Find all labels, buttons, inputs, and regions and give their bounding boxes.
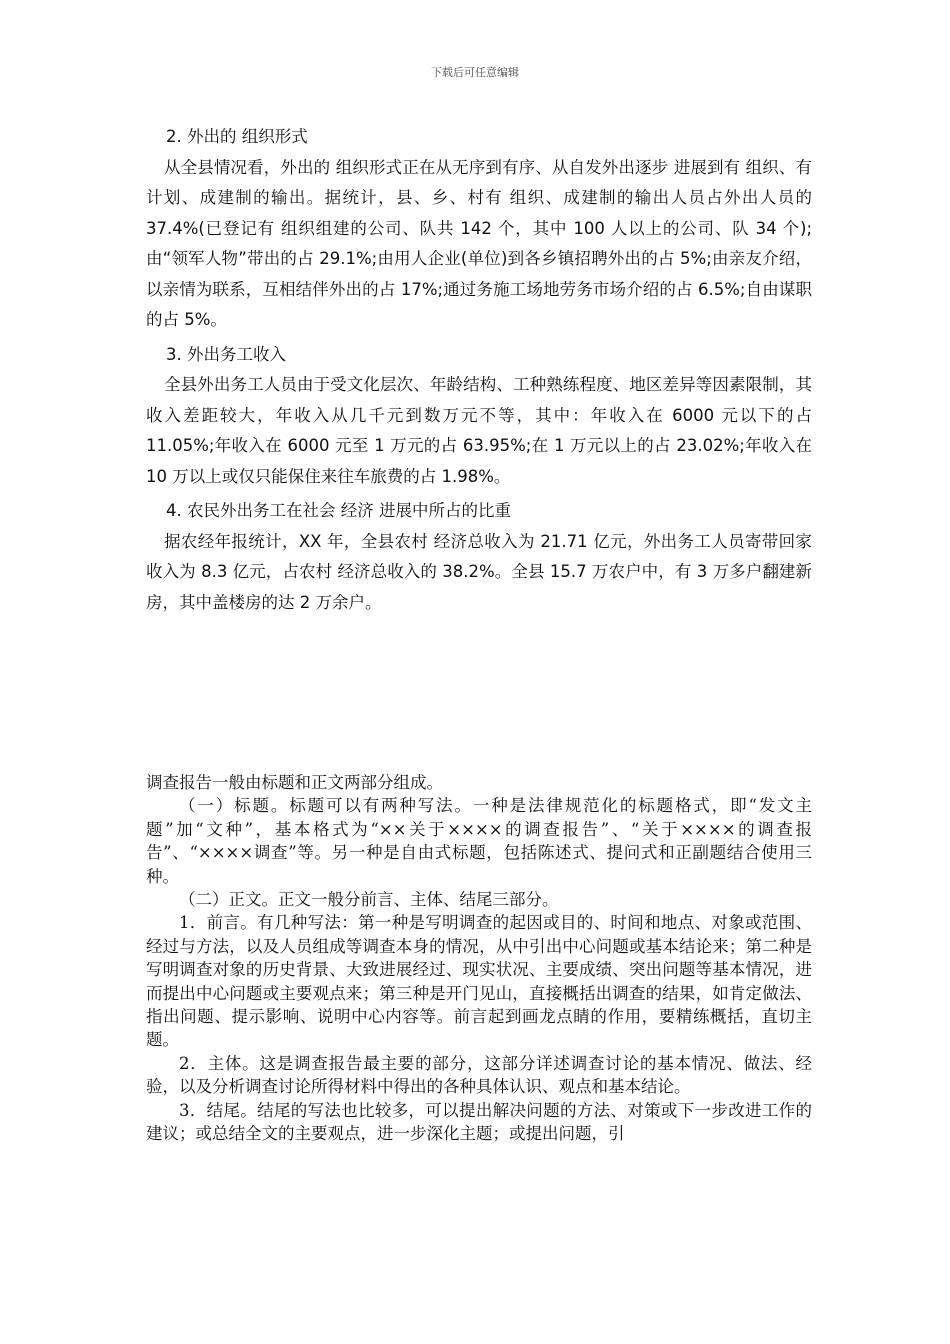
paragraph-ending: 3．结尾。结尾的写法也比较多，可以提出解决问题的方法、对策或下一步改进工作的建议；或总结全文的主要观点，进一步深化主题；或提出问题，引 [146, 1100, 812, 1144]
paragraph-body: （二）正文。正文一般分前言、主体、结尾三部分。 [179, 890, 559, 910]
paragraph-main: 2．主体。这是调查报告最主要的部分，这部分详述调查讨论的基本情况、做法、经验，以及分析调查讨论所得材料中得出的各种具体认识、观点和基本结论。 [146, 1053, 812, 1097]
heading-income: 3. 外出务工收入 [166, 344, 286, 364]
heading-organization-form: 2. 外出的 组织形式 [166, 127, 308, 146]
paragraph-preface: 1．前言。有几种写法：第一种是写明调查的起因或目的、时间和地点、对象或范围、经过与方法，以及人员组成等调查本身的情况，从中引出中心问题或基本结论来；第二种是写明调查对象的历史背景、大致进展经过、现实状况、主要成绩、突出问题等基本情况，进而提出中心问题或主要观点来；第三种是开门见山，直接概括出调查的结果，如肯定做法、指出问题、提示影响、说明中心内容等。前言起到画龙点睛的作用，要精练概括，直切主题。 [146, 913, 812, 1050]
paragraph-economic-share: 据农经年报统计，XX 年，全县农村 经济总收入为 21.71 亿元，外出务工人员寄带回家收入为 8.3 亿元，占农村 经济总收入的 38.2%。全县 15.7 万农户中，有 3 万多户翻建新房，其中盖楼房的达 2 万余户。 [146, 531, 812, 612]
paragraph-income: 全县外出务工人员由于受文化层次、年龄结构、工种熟练程度、地区差异等因素限制，其收入差距较大，年收入从几千元到数万元不等，其中：年收入在 6000 元以下的占 11.05%;年收入在 6000 元至 1 万元的占 63.95%;在 1 万元以上的占 23.02%;年收入在 10 万以上或仅只能保住来往车旅费的占 1.98%。 [146, 375, 812, 486]
report-section-labor-migration [146, 122, 812, 618]
report-writing-guide [146, 771, 812, 1146]
paragraph-intro: 调查报告一般由标题和正文两部分组成。 [146, 773, 443, 792]
paragraph-organization-form: 从全县情况看，外出的 组织形式正在从无序到有序、从自发外出逐步 进展到有 组织、有 计划、成建制的输出。据统计，县、乡、村有 组织、成建制的输出人员占外出人员的 37.4%(已登记有 组织组建的公司、队共 142 个，其中 100 人以上的公司、队 34 个);由“领军人物”带出的占 29.1%;由用人企业(单位)到各乡镇招聘外出的占 5%;由亲友介绍，以亲情为联系，互相结伴外出的占 17%;通过务施工场地劳务市场介绍的占 6.5%;自由谋职的占 5%。 [146, 157, 812, 329]
paragraph-title: （一）标题。标题可以有两种写法。一种是法律规范化的标题格式，即“发文主题”加“文种”，基本格式为“××关于××××的调查报告”、“关于××××的调查报告”、“××××调查”等。另一种是自由式标题，包括陈述式、提问式和正副题结合使用三种。 [146, 796, 812, 886]
page-header: 下载后可任意编辑 [431, 66, 519, 79]
heading-economic-share: 4. 农民外出务工在社会 经济 进展中所占的比重 [166, 501, 511, 520]
